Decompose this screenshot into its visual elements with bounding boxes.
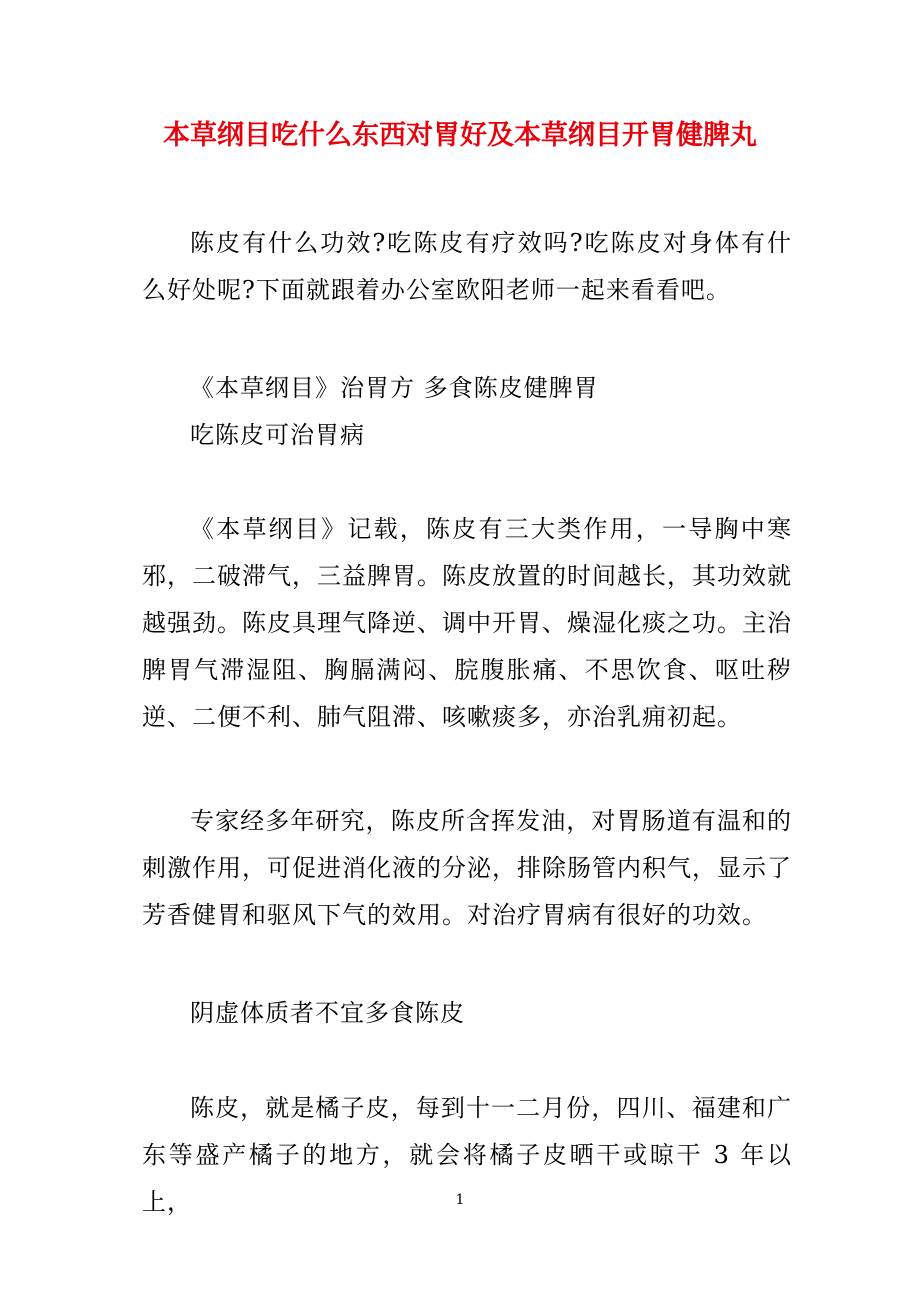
section-heading-yin-deficiency: 阴虚体质者不宜多食陈皮 [190, 999, 465, 1027]
paragraph-bencao-record: 《本草纲目》记载，陈皮有三大类作用，一导胸中寒邪，二破滞气，三益脾胃。陈皮放置的时间越长，其功效就越强劲。陈皮具理气降逆、调中开胃、燥湿化痰之功。主治脾胃气滞湿阻、胸膈满闷、脘腹胀痛、不思饮食、呕吐秽逆、二便不利、肺气阻滞、咳嗽痰多，亦治乳痈初起。 [142, 515, 792, 731]
paragraph-expert-research: 专家经多年研究，陈皮所含挥发油，对胃肠道有温和的刺激作用，可促进消化液的分泌，排除肠管内积气，显示了芳香健胃和驱风下气的效用。对治疗胃病有很好的功效。 [142, 807, 792, 929]
paragraph-orange-peel: 陈皮，就是橘子皮，每到十一二月份，四川、福建和广东等盛产橘子的地方，就会将橘子皮晒干或晾干 3 年以上， [142, 1094, 792, 1216]
section-heading-stomach-remedy: 《本草纲目》治胃方 多食陈皮健脾胃 [190, 374, 599, 402]
intro-paragraph: 陈皮有什么功效?吃陈皮有疗效吗?吃陈皮对身体有什么好处呢?下面就跟着办公室欧阳老师一起来看看吧。 [142, 229, 792, 304]
section-subheading-stomach-disease: 吃陈皮可治胃病 [190, 421, 365, 449]
page-number: 1 [455, 1192, 465, 1208]
document-title: 本草纲目吃什么东西对胃好及本草纲目开胃健脾丸 [163, 120, 757, 151]
